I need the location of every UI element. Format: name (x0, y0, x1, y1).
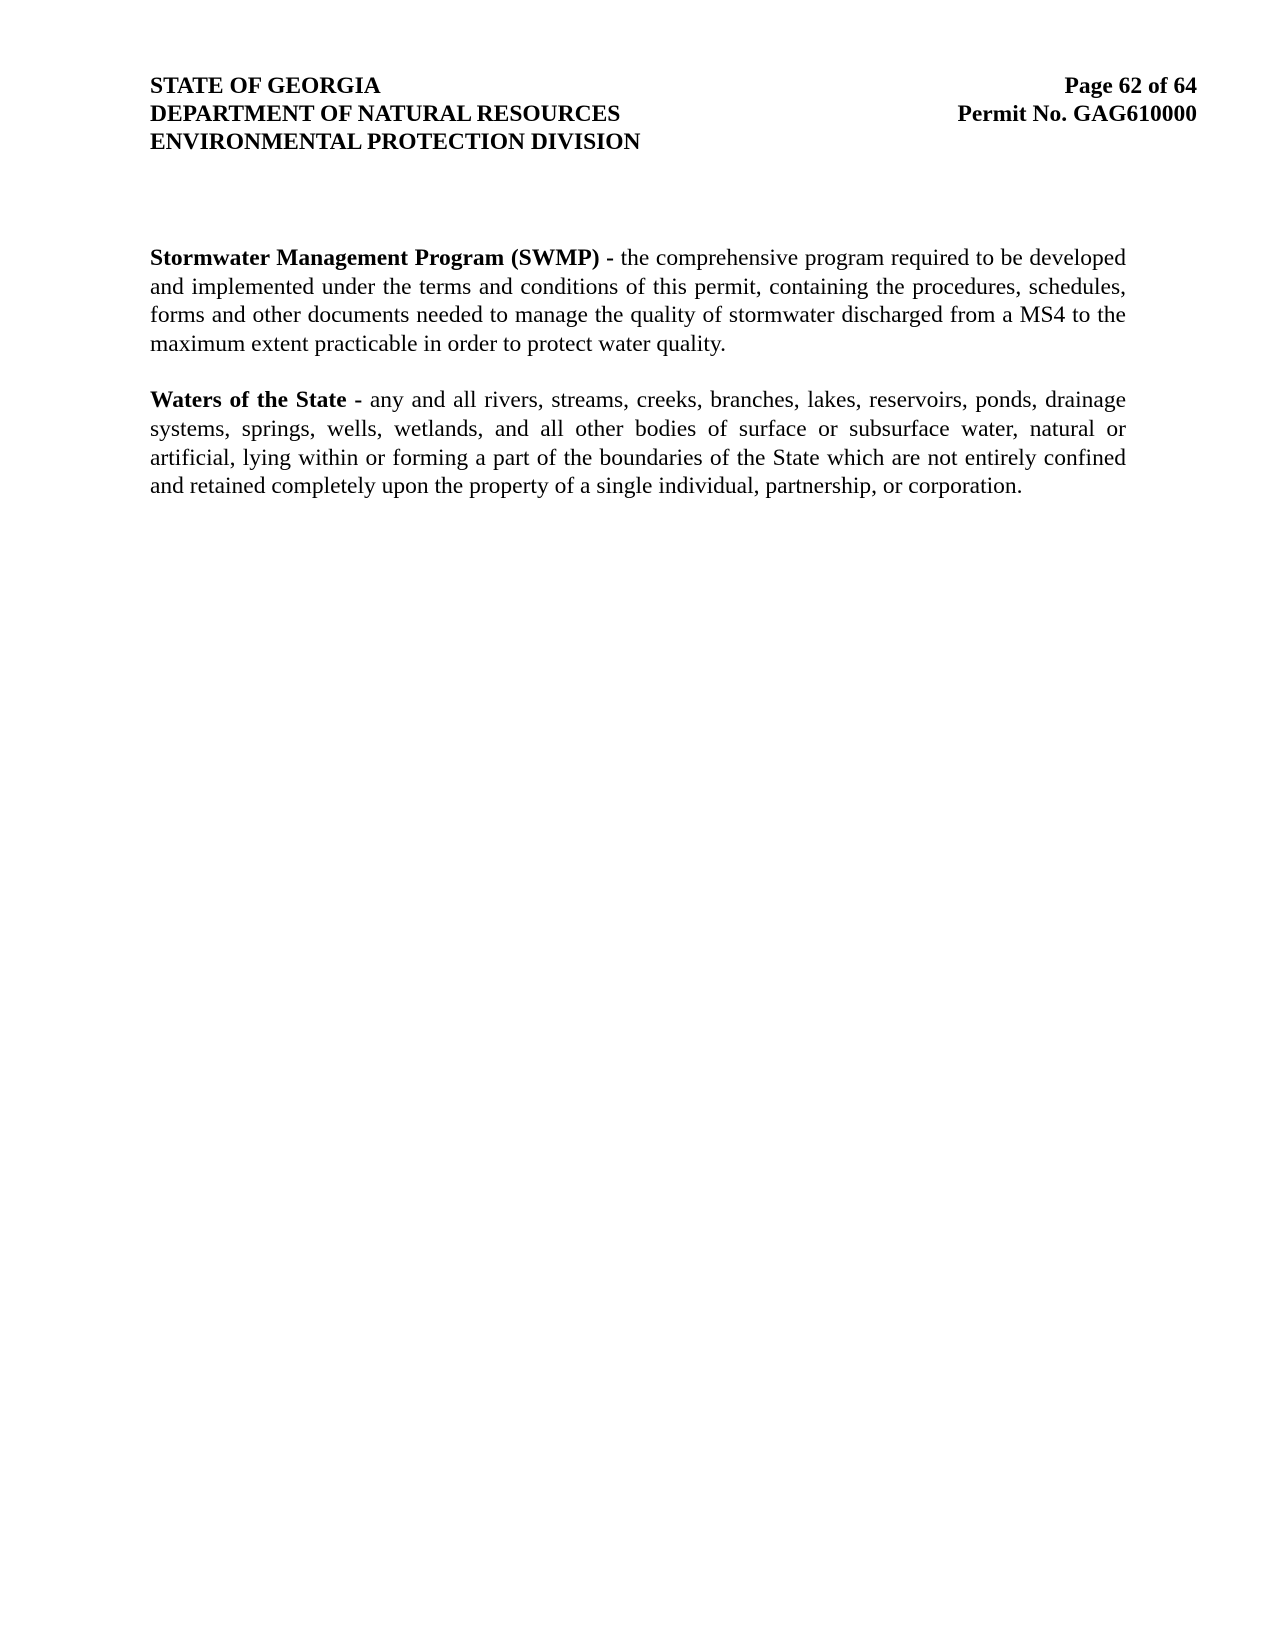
document-body (150, 244, 1126, 529)
definition-text: any and all rivers, streams, creeks, branches, lakes, reservoirs, ponds, drainage systems, springs, wells, wetlands, and all other bodies of surface or subsurface water, natural or artificial, lying within or forming a part of the boundaries of the State which are not entirely confined and retained completely upon the property of a single individual, partnership, or corporation. (150, 387, 1126, 500)
agency-division: ENVIRONMENTAL PROTECTION DIVISION (150, 129, 641, 155)
permit-info-block (790, 72, 1197, 128)
definition-swmp (150, 244, 1126, 358)
page-number: Page 62 of 64 (1064, 73, 1197, 99)
definition-text: the comprehensive program required to be developed and implemented under the terms and conditions of this permit, containing the procedures, schedules, forms and other documents needed to manage the quality of stormwater discharged from a MS4 to the maximum extent practicable in order to protect water quality. (150, 245, 1126, 357)
agency-department: DEPARTMENT OF NATURAL RESOURCES (150, 101, 621, 127)
agency-block (150, 72, 641, 156)
agency-state: STATE OF GEORGIA (150, 73, 381, 99)
permit-number: Permit No. GAG610000 (957, 101, 1197, 127)
definition-term: Stormwater Management Program (SWMP) - (150, 245, 614, 271)
definition-waters-of-the-state (150, 386, 1126, 500)
definition-term: Waters of the State - (150, 387, 363, 414)
